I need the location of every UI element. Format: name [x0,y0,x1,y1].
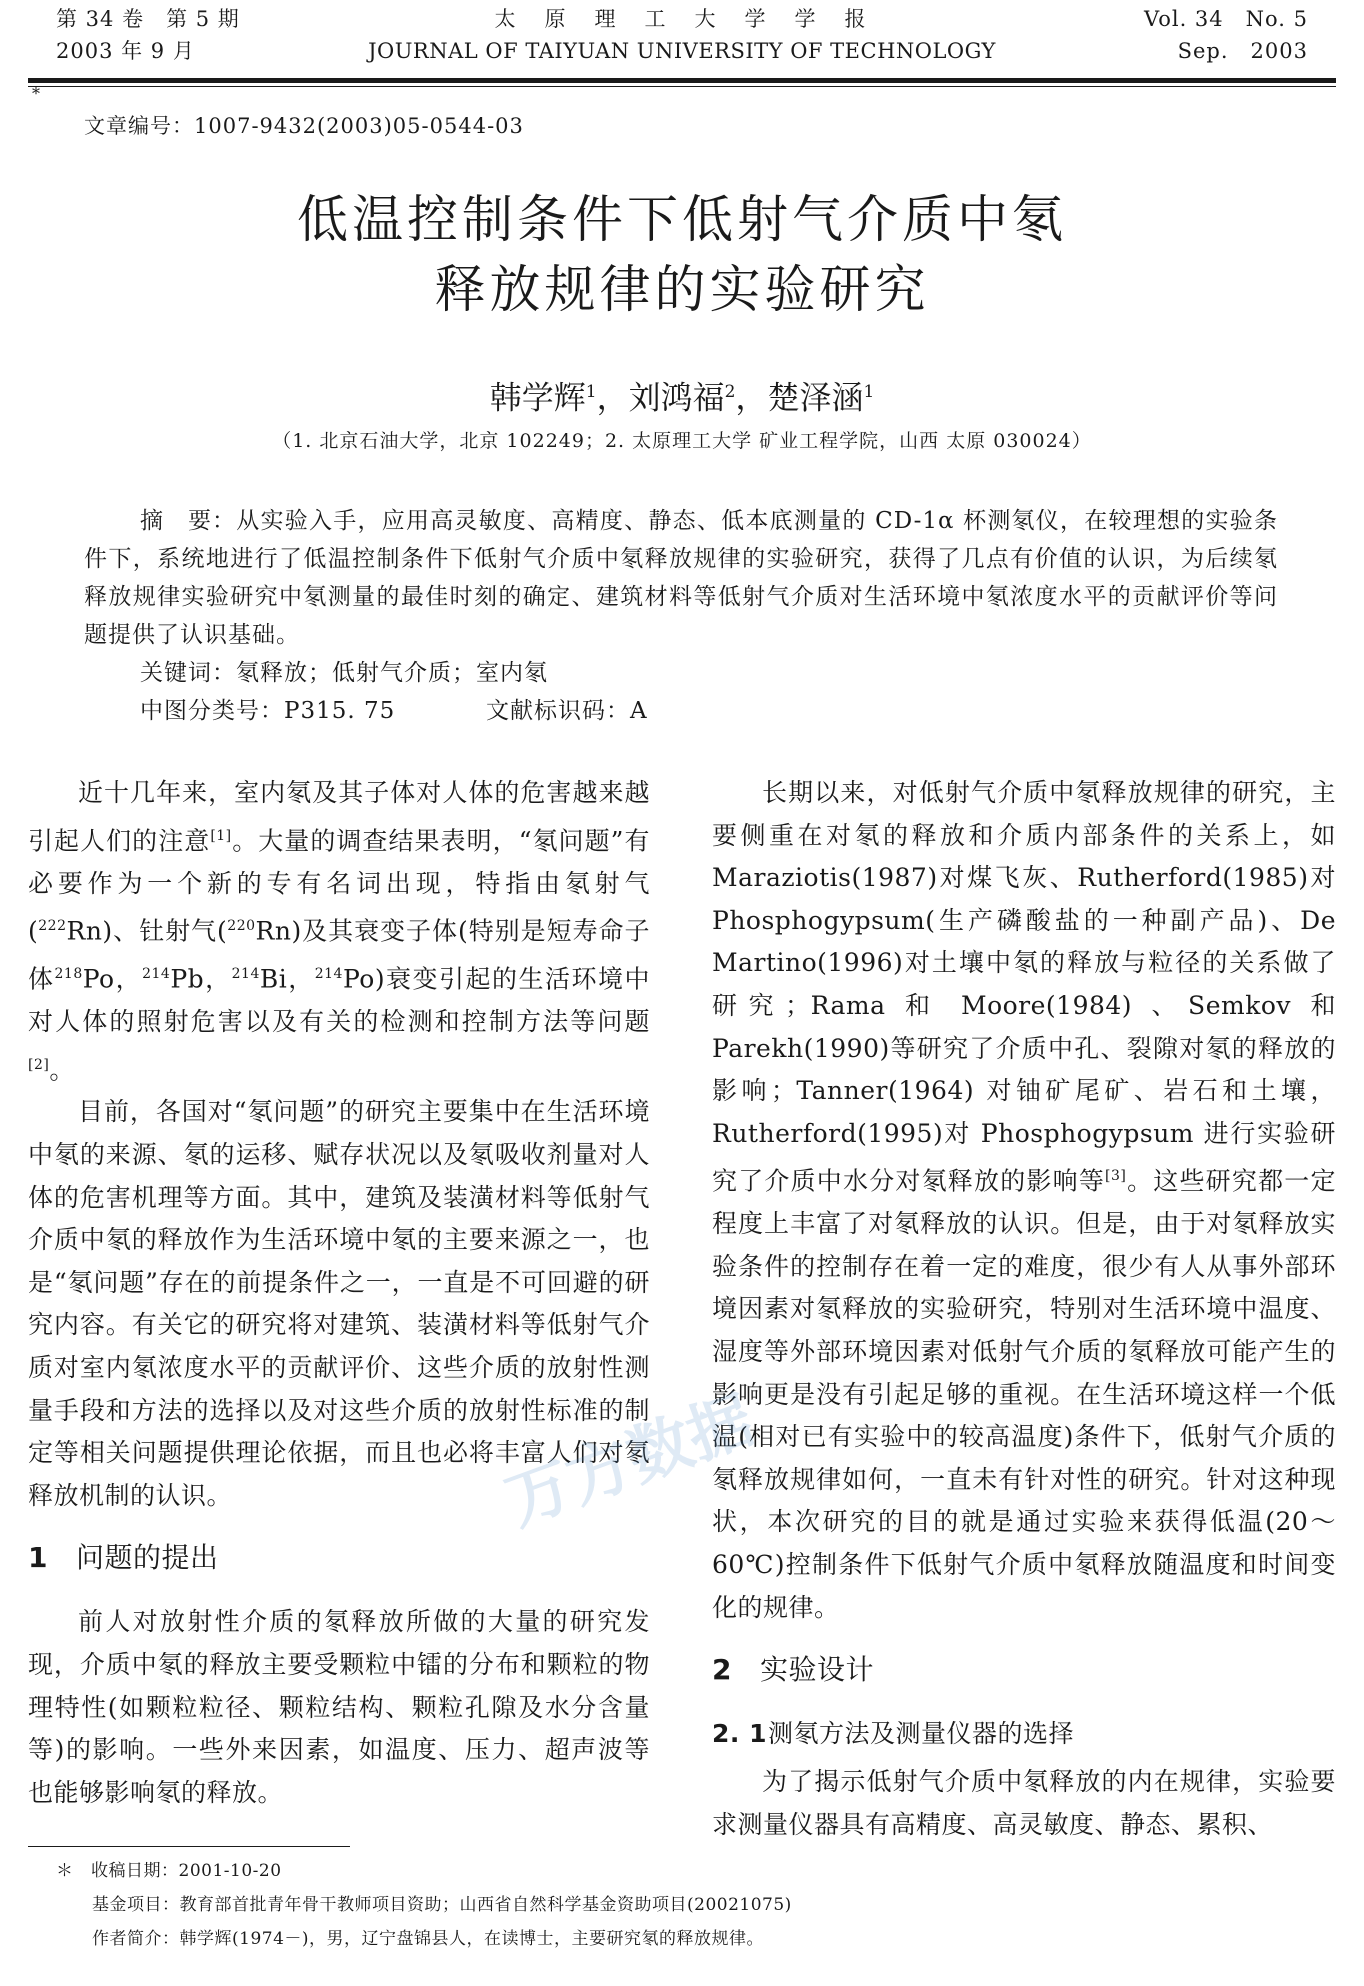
author-name: 刘鸿福 [628,378,725,417]
author-name: 韩学辉 [489,378,586,417]
left-column [28,772,650,1814]
subsection-number: 2. 1 [712,1719,767,1749]
paragraph [28,772,650,1091]
author-affiliation-mark: 1 [863,382,875,402]
text-run: Rn)、钍射气( [66,916,228,946]
subsection-title: 测氡方法及测量仪器的选择 [768,1719,1075,1749]
abstract-label: 摘 要： [140,508,236,534]
section-title: 问题的提出 [76,1541,219,1575]
text-run: 。大量的调查结果表明，“氡问题”有必要作为一个新的专有名词出现，特指由氡射气( [28,825,650,946]
author-affiliation-mark: 1 [585,382,597,402]
document-code: 文献标识码：A [486,698,648,724]
section-heading [712,1647,1336,1693]
text-run: Pb， [170,964,232,994]
header-asterisk: * [32,84,40,103]
author-separator: ， [596,378,629,417]
watermark-text: 万方数据 [497,1383,763,1541]
paragraph: 为了揭示低射气介质中氡释放的内在规律，实验要求测量仪器具有高精度、高灵敏度、静态、累积、 [712,1767,1336,1839]
paragraph: 目前，各国对“氡问题”的研究主要集中在生活环境中氡的来源、氡的运移、赋存状况以及氡吸收剂量对人体的危害机理等方面。其中，建筑及装潢材料等低射气介质中氡的释放作为生活环境中氡的主要来源之一，也是“氡问题”存在的前提条件之一，一直是不可回避的研究内容。有关它的研究将对建筑、装潢材料等低射气介质对室内氡浓度水平的贡献评价、这些介质的放射性测量手段和方法的选择以及对这些介质的放射性标准的制定等相关问题提供理论依据，而且也必将丰富人们对氡释放机制的认识。 [28,1097,650,1510]
issue-volume-cn: 第 34 卷 第 5 期 [56,7,240,31]
superscript: 222 [38,918,67,935]
right-column [712,772,1336,1846]
footnote-rule [28,1846,350,1847]
superscript: [2] [28,1056,50,1073]
issue-volume-en: Vol. 34 No. 5 [1143,7,1308,31]
author-list [0,370,1364,420]
text-run: Po)衰变引起的生活环境中对人体的照射危害以及有关的检测和控制方法等问题 [28,964,650,1036]
abstract-text: 从实验入手，应用高灵敏度、高精度、静态、低本底测量的 CD-1α 杯测氡仪，在较理想的实验条件下，系统地进行了低温控制条件下低射气介质中氡释放规律的实验研究，获得了几点有价值的认识，为后续氡释放规律实验研究中氡测量的最佳时刻的确定、建筑材料等低射气介质对生活环境中氡浓度水平的贡献评价等问题提供了认识基础。 [84,508,1278,648]
title-line-1: 低温控制条件下低射气介质中氡 [296,191,1067,250]
superscript: 214 [231,966,260,983]
author-affiliation-mark: 2 [724,382,736,402]
article-id: 文章编号：1007-9432(2003)05-0544-03 [84,114,524,138]
superscript: 218 [54,966,83,983]
issue-date-en: Sep. 2003 [1177,39,1308,63]
journal-name-cn: 太 原 理 工 大 学 学 报 [494,7,870,31]
section-number: 1 [28,1541,48,1575]
author-name: 楚泽涵 [767,378,864,417]
text-run: Po， [82,964,143,994]
footnote-fund: 基金项目：教育部首批青年骨干教师项目资助；山西省自然科学基金资助项目(20021075) [92,1895,792,1915]
text-run: Bi， [259,964,315,994]
text-run: 。这些研究都一定程度上丰富了对氡释放的认识。但是，由于对氡释放实验条件的控制存在着一定的难度，很少有人从事外部环境因素对氡释放的实验研究，特别对生活环境中温度、湿度等外部环境因素对低射气介质的氡释放可能产生的影响更是没有引起足够的重视。在生活环境这样一个低温(相对已有实验中的较高温度)条件下，低射气介质的氡释放规律如何，一直未有针对性的研究。针对这种现状，本次研究的目的就是通过实验来获得低温(20～60℃)控制条件下低射气介质中氡释放随温度和时间变化的规律。 [712,1166,1336,1622]
footnote-received: ＊ 收稿日期：2001-10-20 [56,1861,282,1881]
header-rule [28,78,1336,83]
section-number: 2 [712,1653,732,1687]
author-separator: ， [735,378,768,417]
subsection-heading [712,1713,1336,1755]
section-heading [28,1535,650,1581]
superscript: [3] [1105,1168,1127,1185]
header-rule-thin [28,86,1336,87]
superscript: 214 [314,966,343,983]
superscript: [1] [210,827,232,844]
superscript: 220 [227,918,256,935]
affiliations: （1. 北京石油大学，北京 102249；2. 太原理工大学 矿业工程学院，山西 太原 030024） [272,430,1092,452]
abstract [84,502,1278,654]
paragraph [712,772,1336,1629]
text-run: 近十几年来，室内氡及其子体对人体的危害越来越引起人们的注意 [28,778,650,855]
keywords: 关键词：氡释放；低射气介质；室内氡 [140,660,548,686]
superscript: 214 [142,966,171,983]
journal-name-en: JOURNAL OF TAIYUAN UNIVERSITY OF TECHNOLOGY [368,39,996,63]
text-run: 长期以来，对低射气介质中氡释放规律的研究，主要侧重在对氡的释放和介质内部条件的关系上，如 Maraziotis(1987)对煤飞灰、Rutherford(1985)对 Phosphogypsum(生产磷酸盐的一种副产品)、De Martino(1996)对土壤中氡的释放与粒径的关系做了研究；Rama 和 Moore(1984) 、Semkov 和 Parekh(1990)等研究了介质中孔、裂隙对氡的释放的影响；Tanner(1964) 对铀矿尾矿、岩石和土壤，Rutherford(1995)对 Phosphogypsum 进行实验研究了介质中水分对氡释放的影响等 [712,778,1336,1196]
classification-number: 中图分类号：P315. 75 [140,698,396,724]
issue-date-cn: 2003 年 9 月 [56,39,195,63]
paragraph: 前人对放射性介质的氡释放所做的大量的研究发现，介质中氡的释放主要受颗粒中镭的分布和颗粒的物理特性(如颗粒粒径、颗粒结构、颗粒孔隙及水分含量等)的影响。一些外来因素，如温度、压力、超声波等也能够影响氡的释放。 [28,1607,650,1807]
footnote-author-bio: 作者简介：韩学辉(1974－)，男，辽宁盘锦县人，在读博士，主要研究氡的释放规律。 [92,1929,765,1949]
text-run: Rn)及其衰变子体(特别是短寿命子体 [28,916,650,994]
text-run: 。 [49,1054,75,1084]
title-line-2: 释放规律的实验研究 [434,261,930,320]
section-title: 实验设计 [760,1653,875,1687]
